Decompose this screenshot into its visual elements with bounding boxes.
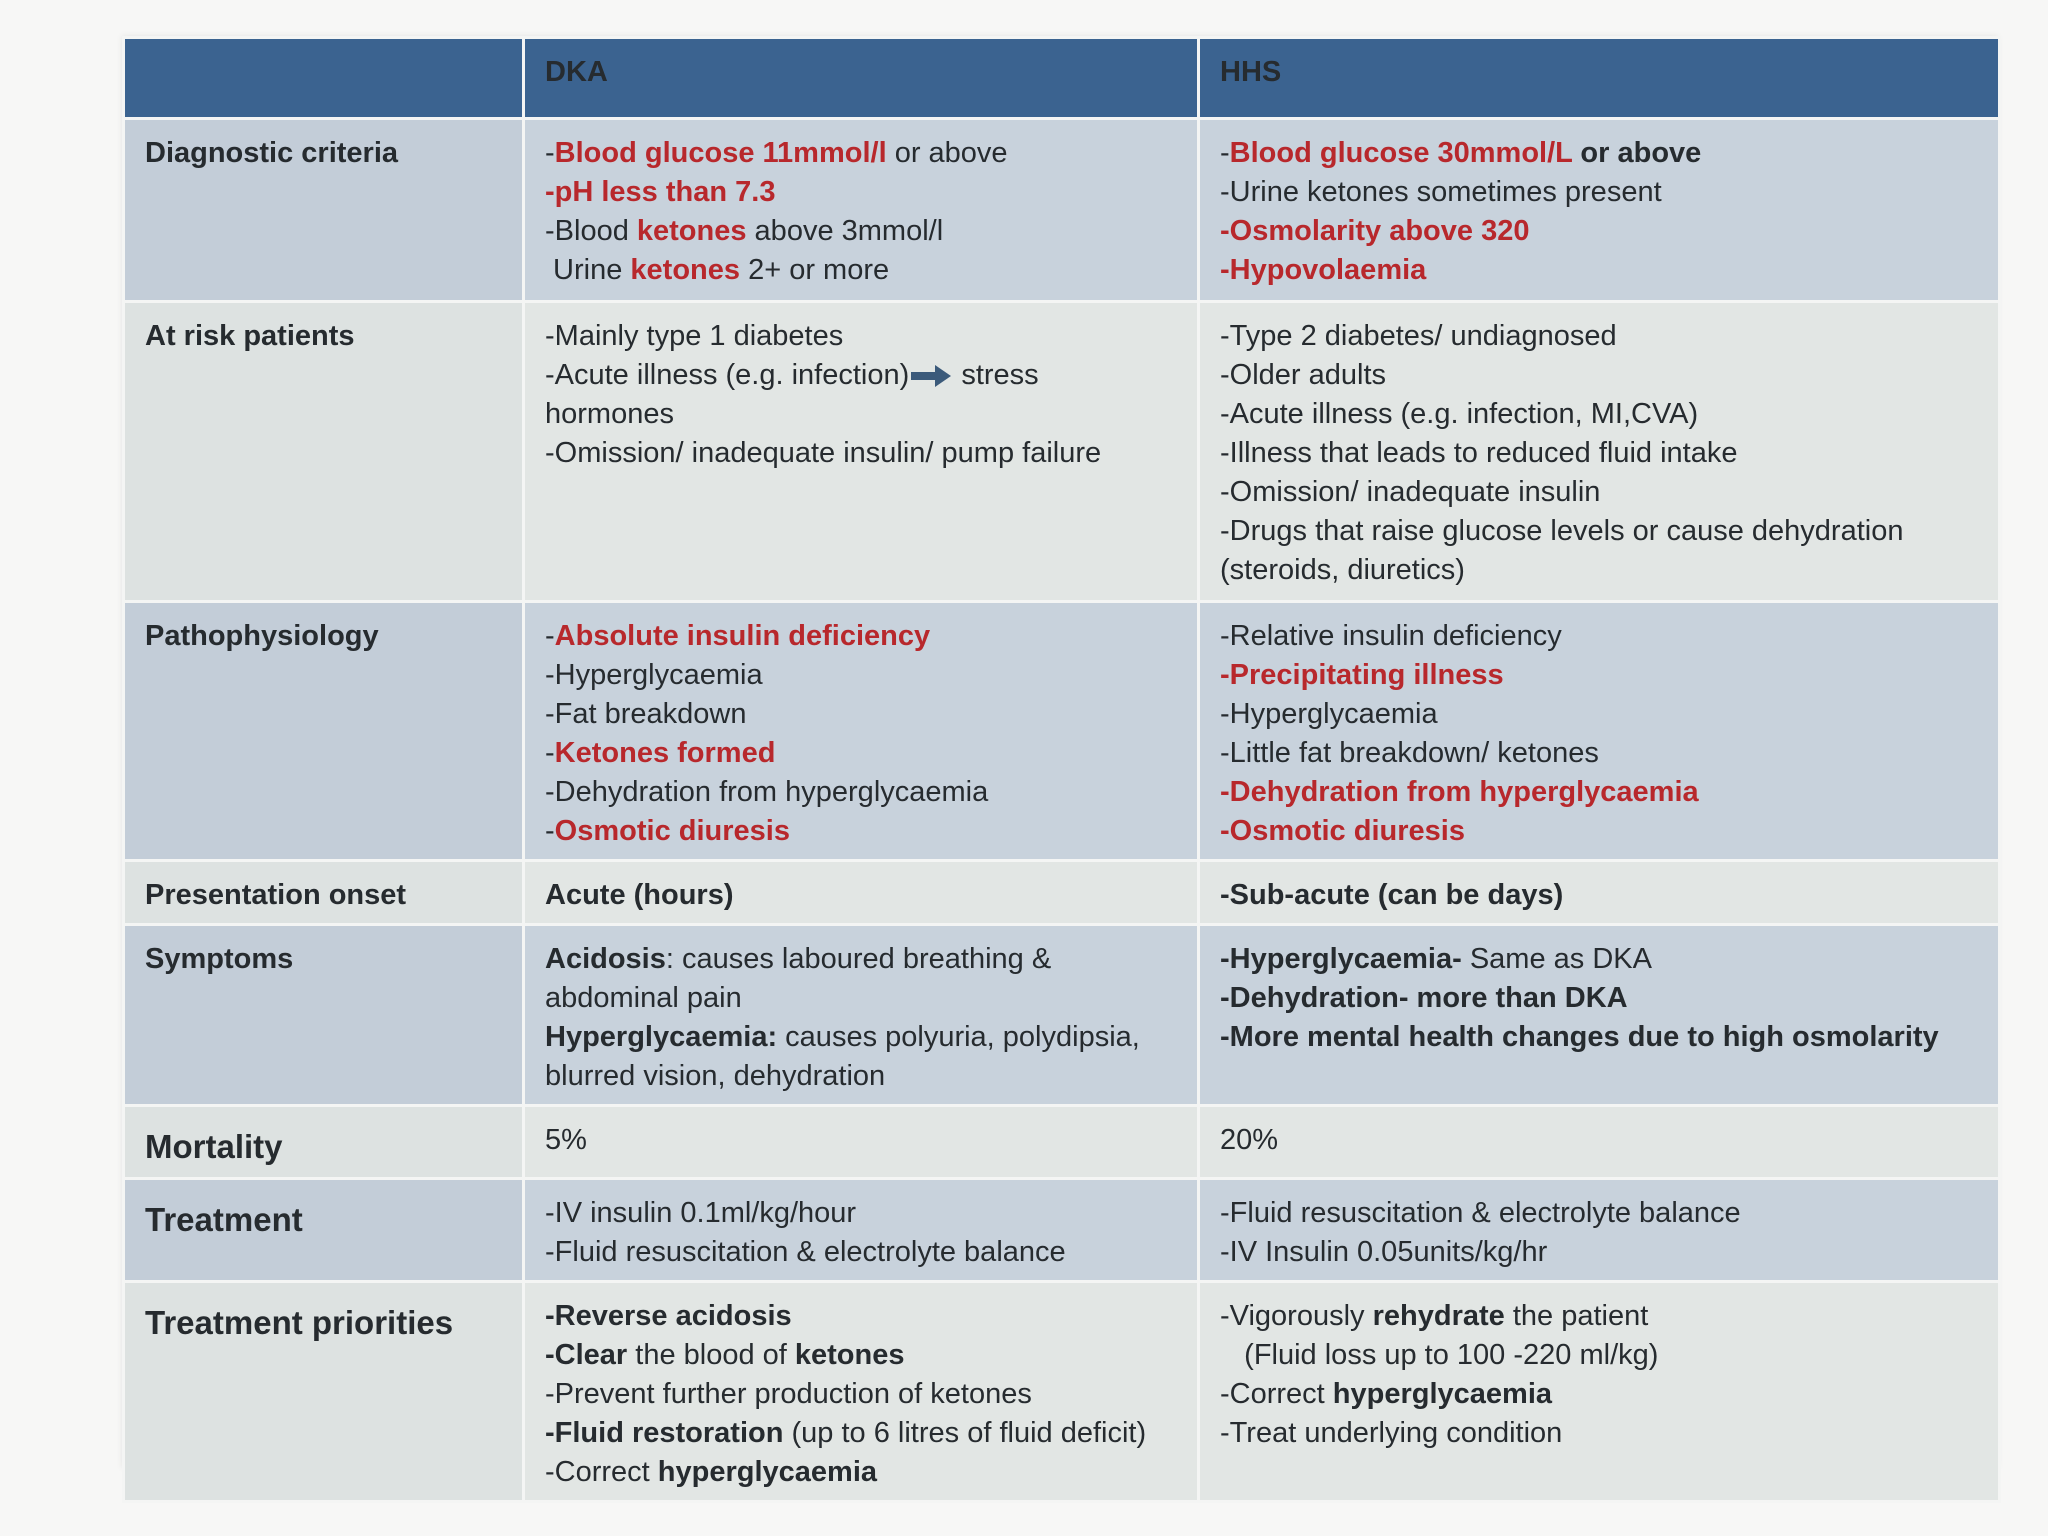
list-item: -Hyperglycaemia [1220,698,1438,730]
list-item: -Dehydration from hyperglycaemia [545,776,989,808]
list-item: -Prevent further production of ketones [545,1378,1032,1410]
list-item: -Fat breakdown [545,698,747,730]
row-label: Diagnostic criteria [124,119,524,302]
row-at-risk-patients [124,302,2000,602]
hhs-cell: 20% [1199,1106,2000,1179]
list-item: -Reverse acidosis [545,1300,792,1332]
list-item: -Omission/ inadequate insulin [1220,476,1601,508]
row-symptoms [124,925,2000,1106]
list-item: -IV insulin 0.1ml/kg/hour [545,1197,857,1229]
hhs-cell [1199,119,2000,302]
dka-hhs-comparison-table [122,36,2001,1503]
dka-cell [524,1179,1199,1282]
list-item: (Fluid loss up to 100 -220 ml/kg) [1220,1339,1659,1371]
header-dka: DKA [524,38,1199,119]
list-item: -Correct hyperglycaemia [1220,1378,1553,1410]
list-item: -Absolute insulin deficiency [545,620,931,652]
list-item: -Fluid restoration (up to 6 litres of fluid deficit) [545,1417,1147,1449]
header-empty-cell [124,38,524,119]
row-label: Treatment [124,1179,524,1282]
list-item: -Drugs that raise glucose levels or cause dehydration [1220,515,1904,547]
dka-cell: Acute (hours) [524,861,1199,925]
row-pathophysiology [124,602,2000,861]
list-item: -Fluid resuscitation & electrolyte balance [545,1236,1066,1268]
list-item: -Osmolarity above 320 [1220,215,1530,247]
list-item: -Relative insulin deficiency [1220,620,1562,652]
list-item: blurred vision, dehydration [545,1060,886,1092]
list-item: -pH less than 7.3 [545,176,776,208]
row-treatment-priorities [124,1282,2000,1502]
list-item: -Clear the blood of ketones [545,1339,905,1371]
hhs-cell [1199,925,2000,1106]
row-presentation-onset [124,861,2000,925]
list-item: -Correct hyperglycaemia [545,1456,878,1488]
hhs-cell [1199,302,2000,602]
dka-cell: 5% [524,1106,1199,1179]
dka-cell [524,925,1199,1106]
list-item: (steroids, diuretics) [1220,554,1465,586]
list-item: -Urine ketones sometimes present [1220,176,1662,208]
list-item: -Blood ketones above 3mmol/l [545,215,944,247]
list-item: -Omission/ inadequate insulin/ pump failure [545,437,1102,469]
right-arrow-icon [911,365,951,387]
list-item: Hyperglycaemia: causes polyuria, polydipsia, [545,1021,1140,1053]
hhs-cell [1199,602,2000,861]
dka-cell [524,1282,1199,1502]
list-item: -Blood glucose 11mmol/l or above [545,137,1008,169]
list-item: Urine ketones 2+ or more [545,254,890,286]
list-item: -Hypovolaemia [1220,254,1427,286]
row-label: Mortality [124,1106,524,1179]
list-item: -Dehydration from hyperglycaemia [1220,776,1699,808]
list-item: -Illness that leads to reduced fluid intake [1220,437,1738,469]
list-item: -Acute illness (e.g. infection) stress [545,359,1039,391]
row-label: Presentation onset [124,861,524,925]
list-item: -Treat underlying condition [1220,1417,1563,1449]
list-item: -Hyperglycaemia- Same as DKA [1220,943,1652,975]
row-label: Treatment priorities [124,1282,524,1502]
header-row [124,38,2000,119]
dka-cell [524,119,1199,302]
row-treatment [124,1179,2000,1282]
list-item: Acidosis: causes laboured breathing & [545,943,1052,975]
list-item: -Precipitating illness [1220,659,1504,691]
header-hhs: HHS [1199,38,2000,119]
dka-cell [524,602,1199,861]
hhs-cell: -Sub-acute (can be days) [1199,861,2000,925]
list-item: abdominal pain [545,982,742,1014]
row-label: Symptoms [124,925,524,1106]
list-item: -Acute illness (e.g. infection, MI,CVA) [1220,398,1699,430]
row-label: Pathophysiology [124,602,524,861]
list-item: -Little fat breakdown/ ketones [1220,737,1599,769]
list-item: -Fluid resuscitation & electrolyte balance [1220,1197,1741,1229]
list-item: -Older adults [1220,359,1387,391]
list-item: -IV Insulin 0.05units/kg/hr [1220,1236,1548,1268]
list-item: -Osmotic diuresis [545,815,790,847]
list-item: -More mental health changes due to high osmolarity [1220,1021,1939,1053]
list-item: -Vigorously rehydrate the patient [1220,1300,1649,1332]
list-item: -Osmotic diuresis [1220,815,1465,847]
list-item: hormones [545,398,674,430]
list-item: -Blood glucose 30mmol/L or above [1220,137,1702,169]
row-mortality [124,1106,2000,1179]
dka-cell [524,302,1199,602]
list-item: -Hyperglycaemia [545,659,763,691]
row-label: At risk patients [124,302,524,602]
list-item: -Mainly type 1 diabetes [545,320,844,352]
hhs-cell [1199,1179,2000,1282]
comparison-sheet [122,36,1998,1488]
list-item: -Dehydration- more than DKA [1220,982,1628,1014]
list-item: -Type 2 diabetes/ undiagnosed [1220,320,1617,352]
list-item: -Ketones formed [545,737,776,769]
hhs-cell [1199,1282,2000,1502]
row-diagnostic-criteria [124,119,2000,302]
